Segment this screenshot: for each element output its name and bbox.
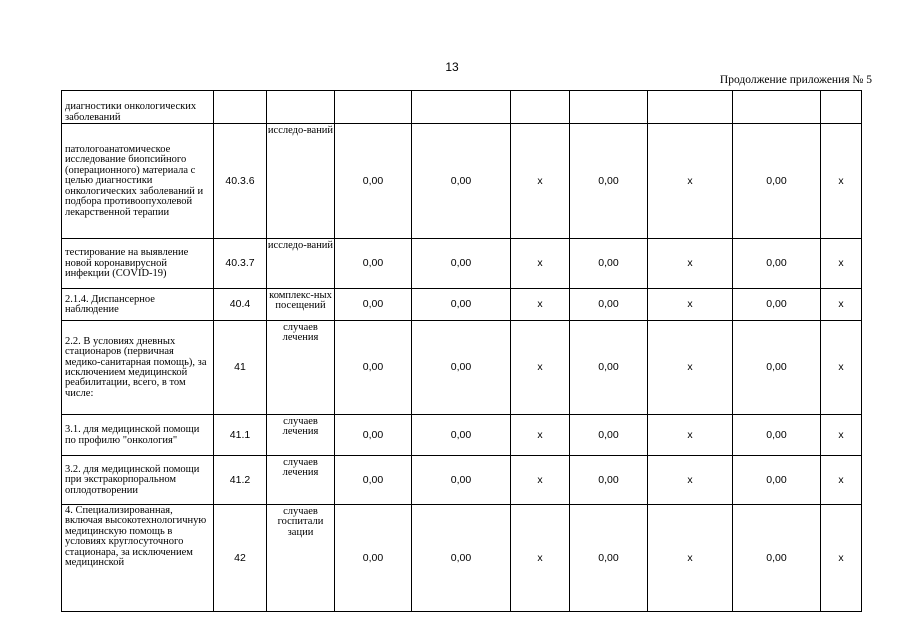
- cell-name: 3.2. для медицинской помощи при экстракорпоральном оплодотворении: [62, 456, 214, 505]
- cell-c3: х: [511, 505, 570, 612]
- table-row: [62, 415, 862, 456]
- cell-c6: 0,00: [733, 415, 821, 456]
- cell-unit: [267, 91, 335, 124]
- cell-c6: 0,00: [733, 289, 821, 321]
- cell-c3: х: [511, 124, 570, 239]
- cell-c3: [511, 91, 570, 124]
- cell-c4: 0,00: [570, 239, 648, 289]
- table-row: [62, 456, 862, 505]
- cell-code: 41.1: [214, 415, 267, 456]
- continuation-label: Продолжение приложения № 5: [719, 74, 872, 86]
- cell-name: 4. Специализированная, включая высокотехнологичную медицинскую помощь в условиях круглосуточного стационара, за исключением медицинской: [62, 505, 214, 612]
- cell-c7: х: [821, 415, 862, 456]
- table-row: [62, 505, 862, 612]
- cell-c6: [733, 91, 821, 124]
- cell-c7: х: [821, 124, 862, 239]
- cell-name: патологоанатомическое исследование биопсийного (операционного) материала с целью диагностики онкологических заболеваний и подбора противоопухолевой лекарственной терапии: [62, 124, 214, 239]
- cell-c4: 0,00: [570, 289, 648, 321]
- cell-name: 2.2. В условиях дневных стационаров (первичная медико-санитарная помощь), за исключением медицинской реабилитации, всего, в том числе:: [62, 321, 214, 415]
- cell-code: 40.3.7: [214, 239, 267, 289]
- cell-unit: случаев лечения: [267, 321, 335, 415]
- cell-c6: 0,00: [733, 124, 821, 239]
- cell-code: 40.3.6: [214, 124, 267, 239]
- cell-name: 3.1. для медицинской помощи по профилю "онкология": [62, 415, 214, 456]
- cell-c1: 0,00: [335, 321, 412, 415]
- cell-code: 40.4: [214, 289, 267, 321]
- cell-code: 41: [214, 321, 267, 415]
- cell-c6: 0,00: [733, 321, 821, 415]
- cell-c3: х: [511, 289, 570, 321]
- cell-c2: 0,00: [412, 239, 511, 289]
- cell-c4: 0,00: [570, 124, 648, 239]
- cell-c1: 0,00: [335, 239, 412, 289]
- cell-unit: случаев госпитали зации: [267, 505, 335, 612]
- cell-c7: [821, 91, 862, 124]
- cell-c4: 0,00: [570, 505, 648, 612]
- cell-c7: х: [821, 321, 862, 415]
- cell-c7: х: [821, 456, 862, 505]
- cell-c5: х: [648, 124, 733, 239]
- cell-c4: 0,00: [570, 321, 648, 415]
- cell-c7: х: [821, 289, 862, 321]
- cell-c5: х: [648, 239, 733, 289]
- data-table: [61, 90, 862, 612]
- cell-c2: 0,00: [412, 505, 511, 612]
- cell-c1: 0,00: [335, 124, 412, 239]
- cell-c5: [648, 91, 733, 124]
- cell-c4: 0,00: [570, 456, 648, 505]
- cell-unit: случаев лечения: [267, 415, 335, 456]
- cell-c4: 0,00: [570, 415, 648, 456]
- cell-c7: х: [821, 505, 862, 612]
- cell-c1: [335, 91, 412, 124]
- cell-c4: [570, 91, 648, 124]
- cell-c1: 0,00: [335, 505, 412, 612]
- table-row: [62, 289, 862, 321]
- cell-c5: х: [648, 415, 733, 456]
- cell-c3: х: [511, 239, 570, 289]
- cell-c2: 0,00: [412, 321, 511, 415]
- cell-code: 42: [214, 505, 267, 612]
- table-row: [62, 321, 862, 415]
- cell-c6: 0,00: [733, 239, 821, 289]
- cell-unit: исследо-ваний: [267, 239, 335, 289]
- cell-c2: [412, 91, 511, 124]
- cell-unit: исследо-ваний: [267, 124, 335, 239]
- cell-c2: 0,00: [412, 415, 511, 456]
- page-number: 13: [445, 60, 459, 74]
- cell-unit: комплекс-ных посещений: [267, 289, 335, 321]
- cell-c5: х: [648, 505, 733, 612]
- table-row: [62, 239, 862, 289]
- cell-name: тестирование на выявление новой коронавирусной инфекции (COVID-19): [62, 239, 214, 289]
- cell-c7: х: [821, 239, 862, 289]
- cell-c5: х: [648, 289, 733, 321]
- cell-name: диагностики онкологических заболеваний: [62, 91, 214, 124]
- cell-code: [214, 91, 267, 124]
- cell-code: 41.2: [214, 456, 267, 505]
- cell-c6: 0,00: [733, 456, 821, 505]
- cell-c3: х: [511, 321, 570, 415]
- cell-name: 2.1.4. Диспансерное наблюдение: [62, 289, 214, 321]
- cell-c6: 0,00: [733, 505, 821, 612]
- cell-c2: 0,00: [412, 289, 511, 321]
- table-row: [62, 124, 862, 239]
- cell-unit: случаев лечения: [267, 456, 335, 505]
- cell-c5: х: [648, 456, 733, 505]
- cell-c5: х: [648, 321, 733, 415]
- cell-c2: 0,00: [412, 456, 511, 505]
- cell-c1: 0,00: [335, 289, 412, 321]
- cell-c2: 0,00: [412, 124, 511, 239]
- table-row: [62, 91, 862, 124]
- cell-c1: 0,00: [335, 415, 412, 456]
- cell-c1: 0,00: [335, 456, 412, 505]
- cell-c3: х: [511, 456, 570, 505]
- cell-c3: х: [511, 415, 570, 456]
